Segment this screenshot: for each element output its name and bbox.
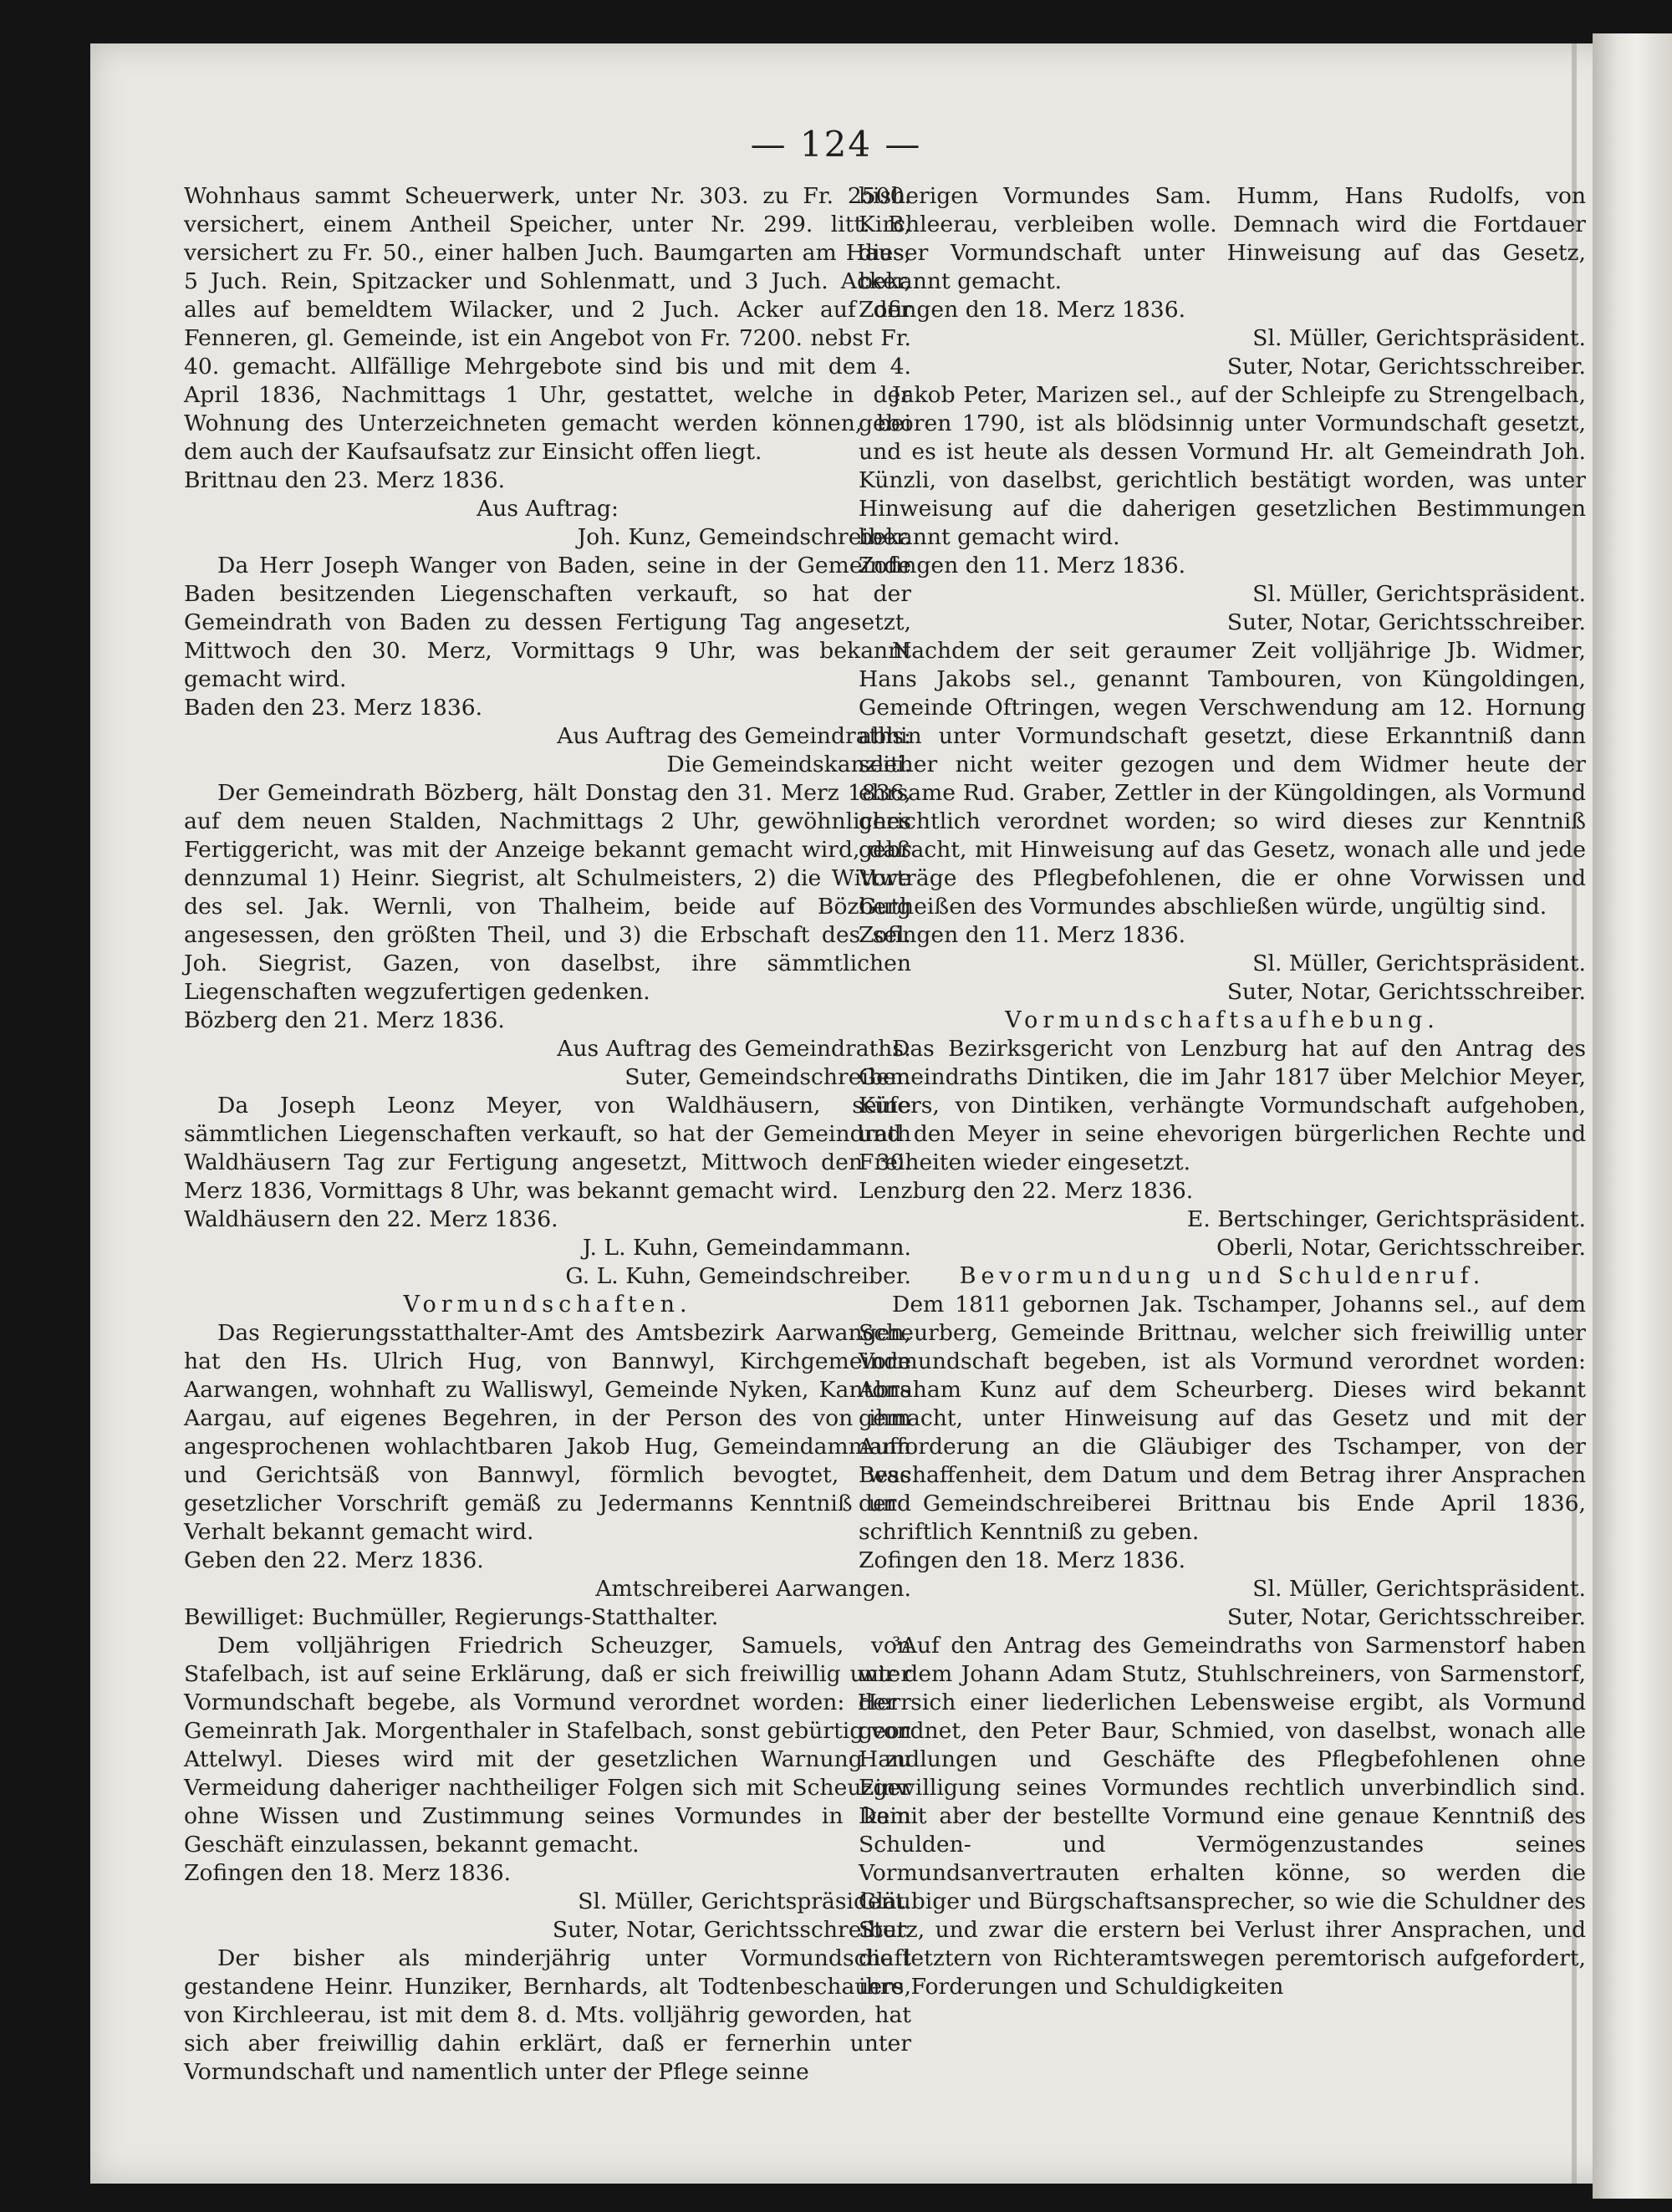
page-number: — 124 — bbox=[750, 124, 922, 165]
place-date-line: Zofingen den 18. Merz 1836. bbox=[859, 297, 1186, 323]
place-date-line: Zofingen den 18. Merz 1836. bbox=[184, 1860, 512, 1886]
right-column bbox=[859, 182, 1586, 2001]
signature-line: Sl. Müller, Gerichtspräsident. bbox=[1252, 325, 1586, 351]
paragraph: Da Joseph Leonz Meyer, von Waldhäusern, seine sämmtlichen Liegenschaften verkauft, so hat der Gemeindrath Waldhäusern Tag zur Fertigung angesetzt, Mittwoch den 30. Merz 1836, Vormittags 8 Uhr, was bekannt gemacht wird. bbox=[184, 1093, 911, 1204]
signature-line: Suter, Notar, Gerichtsschreiber. bbox=[1226, 354, 1586, 380]
place-date-line: Brittnau den 23. Merz 1836. bbox=[184, 467, 506, 493]
next-page-edge bbox=[1593, 33, 1672, 2199]
signature-line: G. L. Kuhn, Gemeindschreiber. bbox=[565, 1263, 911, 1289]
place-date-line: Baden den 23. Merz 1836. bbox=[184, 695, 483, 721]
signature-line: Oberli, Notar, Gerichtsschreiber. bbox=[1216, 1235, 1586, 1261]
section-heading: Bevormundung und Schuldenruf. bbox=[959, 1263, 1486, 1289]
place-date-line: Zofingen den 18. Merz 1836. bbox=[859, 1547, 1186, 1573]
signature-line: Suter, Notar, Gerichtsschreiber. bbox=[552, 1917, 911, 1943]
place-date-line: Geben den 22. Merz 1836. bbox=[184, 1547, 484, 1573]
place-date-line: Waldhäusern den 22. Merz 1836. bbox=[184, 1206, 558, 1232]
paragraph: Das Regierungsstatthalter-Amt des Amtsbezirk Aarwangen, hat den Hs. Ulrich Hug, von Bannwyl, Kirchgemeinde Aarwangen, wohnhaft zu Walliswyl, Gemeinde Nyken, Kantons Aargau, auf eigenes Begehren, in der Person des von ihm angesprochenen wohlachtbaren Jakob Hug, Gemeindammann und Gerichtsäß von Bannwyl, förmlich bevogtet, was gesetzlicher Vorschrift gemäß zu Jedermanns Kenntniß und Verhalt bekannt gemacht wird. bbox=[184, 1320, 911, 1545]
paragraph: bisherigen Vormundes Sam. Humm, Hans Rudolfs, von Kirchleerau, verbleiben wolle. Demnach wird die Fortdauer dieser Vormundschaft unter Hinweisung auf das Gesetz, bekannt gemacht. bbox=[859, 183, 1586, 294]
signature-line: Suter, Notar, Gerichtsschreiber. bbox=[1226, 609, 1586, 635]
signature-line: Die Gemeindskanzlei. bbox=[666, 752, 911, 777]
place-date-line: Lenzburg den 22. Merz 1836. bbox=[859, 1178, 1194, 1204]
paragraph: Dem 1811 gebornen Jak. Tschamper, Johanns sel., auf dem Scheurberg, Gemeinde Brittnau, welcher sich freiwillig unter Vormundschaft begeben, ist als Vormund verordnet worden: Abraham Kunz auf dem Scheurberg. Dieses wird bekannt gemacht, unter Hinweisung auf das Gesetz und mit der Aufforderung an die Gläubiger des Tschamper, von der Beschaffenheit, dem Datum und dem Betrag ihrer Ansprachen der Gemeindschreiberei Brittnau bis Ende April 1836, schriftlich Kenntniß zu geben. bbox=[859, 1292, 1586, 1545]
section-heading: Vormundschaftsaufhebung. bbox=[1005, 1007, 1440, 1033]
paragraph: Der bisher als minderjährig unter Vormundschaft gestandene Heinr. Hunziker, Bernhards, alt Todtenbeschauers, von Kirchleerau, ist mit dem 8. d. Mts. volljährig geworden, hat sich aber freiwillig dahin erklärt, daß er fernerhin unter Vormundschaft und namentlich unter der Pflege seinne bbox=[184, 1945, 911, 2085]
signature-line: E. Bertschinger, Gerichtspräsident. bbox=[1186, 1206, 1586, 1232]
signature-line: Sl. Müller, Gerichtspräsident. bbox=[1252, 1576, 1586, 1602]
signature-line: Suter, Notar, Gerichtsschreiber. bbox=[1226, 1604, 1586, 1630]
section-heading: Vormundschaften. bbox=[403, 1292, 692, 1318]
signature-line: Sl. Müller, Gerichtspräsident. bbox=[1252, 581, 1586, 607]
signature-line: J. L. Kuhn, Gemeindammann. bbox=[582, 1235, 911, 1261]
commission-line: Aus Auftrag: bbox=[477, 496, 619, 522]
left-column bbox=[184, 182, 911, 2087]
signature-line: Aus Auftrag des Gemeindraths: bbox=[557, 1036, 911, 1062]
place-date-line: Zofingen den 11. Merz 1836. bbox=[859, 553, 1186, 578]
place-date-line: Zofingen den 11. Merz 1836. bbox=[859, 922, 1186, 948]
signature-line: Suter, Notar, Gerichtsschreiber. bbox=[1226, 979, 1586, 1005]
place-date-line: Bewilliget: Buchmüller, Regierungs-Statthalter. bbox=[184, 1604, 719, 1630]
paragraph: Dem volljährigen Friedrich Scheuzger, Samuels, von Stafelbach, ist auf seine Erklärung, daß er sich freiwillig unter Vormundschaft begebe, als Vormund verordnet worden: Herr Gemeinrath Jak. Morgenthaler in Stafelbach, sonst gebürtig von Attelwyl. Dieses wird mit der gesetzlichen Warnung zu Vermeidung daheriger nachtheiliger Folgen sich mit Scheuzger ohne Wissen und Zustimmung seines Vormundes in kein Geschäft einzulassen, bekannt gemacht. bbox=[184, 1633, 911, 1858]
paragraph: ³Auf den Antrag des Gemeindraths von Sarmenstorf haben wir dem Johann Adam Stutz, Stuhlschreiners, von Sarmenstorf, der sich einer liederlichen Lebensweise ergibt, als Vormund geordnet, den Peter Baur, Schmied, von daselbst, wonach alle Handlungen und Geschäfte des Pflegbefohlenen ohne Einwilligung seines Vormundes rechtlich unverbindlich sind. Damit aber der bestellte Vormund eine genaue Kenntniß des Schulden- und Vermögenzustandes seines Vormundsanvertrauten erhalten könne, so werden die Gläubiger und Bürgschaftsansprecher, so wie die Schuldner des Stutz, und zwar die erstern bei Verlust ihrer Ansprachen, und die letztern von Richteramtswegen peremtorisch aufgefordert, ihre Forderungen und Schuldigkeiten bbox=[859, 1633, 1586, 2000]
signature-line: Sl. Müller, Gerichtspräsident. bbox=[578, 1888, 911, 1914]
paragraph: Das Bezirksgericht von Lenzburg hat auf den Antrag des Gemeindraths Dintiken, die im Jahr 1817 über Melchior Meyer, Küfers, von Dintiken, verhängte Vormundschaft aufgehoben, und den Meyer in seine ehevorigen bürgerlichen Rechte und Freiheiten wieder eingesetzt. bbox=[859, 1036, 1586, 1175]
signature-line: Joh. Kunz, Gemeindschreiber. bbox=[577, 524, 911, 550]
paragraph: Jakob Peter, Marizen sel., auf der Schleipfe zu Strengelbach, geboren 1790, ist als blödsinnig unter Vormundschaft gesetzt, und es ist heute als dessen Vormund Hr. alt Gemeindrath Joh. Künzli, von daselbst, gerichtlich bestätigt worden, was unter Hinweisung auf die daherigen gesetzlichen Bestimmungen bekannt gemacht wird. bbox=[859, 382, 1586, 550]
place-date-line: Bözberg den 21. Merz 1836. bbox=[184, 1007, 505, 1033]
signature-line: Aus Auftrag des Gemeindraths: bbox=[557, 723, 911, 749]
paragraph: Nachdem der seit geraumer Zeit volljährige Jb. Widmer, Hans Jakobs sel., genannt Tambouren, von Küngoldingen, Gemeinde Oftringen, wegen Verschwendung am 12. Hornung abhin unter Vormundschaft gesetzt, diese Erkanntniß dann seither nicht weiter gezogen und dem Widmer heute der ehrsame Rud. Graber, Zettler in der Küngoldingen, als Vormund gerichtlich verordnet worden; so wird dieses zur Kenntniß gebracht, mit Hinweisung auf das Gesetz, wonach alle und jede Vorträge des Pflegbefohlenen, die er ohne Vorwissen und Gutheißen des Vormundes abschließen würde, ungültig sind. bbox=[859, 638, 1586, 920]
paragraph: Der Gemeindrath Bözberg, hält Donstag den 31. Merz 1836, auf dem neuen Stalden, Nachmittags 2 Uhr, gewöhnliches Fertiggericht, was mit der Anzeige bekannt gemacht wird, daß dennzumal 1) Heinr. Siegrist, alt Schulmeisters, 2) die Wittwe des sel. Jak. Wernli, von Thalheim, beide auf Bözberg angesessen, den größten Theil, und 3) die Erbschaft des sel. Joh. Siegrist, Gazen, von daselbst, ihre sämmtlichen Liegenschaften wegzufertigen gedenken. bbox=[184, 780, 911, 1005]
signature-line: Amtschreiberei Aarwangen. bbox=[595, 1576, 911, 1602]
signature-line: Suter, Gemeindschreiber. bbox=[624, 1064, 911, 1090]
signature-line: Sl. Müller, Gerichtspräsident. bbox=[1252, 951, 1586, 976]
paragraph: Wohnhaus sammt Scheuerwerk, unter Nr. 303. zu Fr. 2500. versichert, einem Antheil Speicher, unter Nr. 299. litt. B, versichert zu Fr. 50., einer halben Juch. Baumgarten am Haus, 5 Juch. Rein, Spitzacker und Sohlenmatt, und 3 Juch. Acker, alles auf bemeldtem Wilacker, und 2 Juch. Acker auf der Fenneren, gl. Gemeinde, ist ein Angebot von Fr. 7200. nebst Fr. 40. gemacht. Allfällige Mehrgebote sind bis und mit dem 4. April 1836, Nachmittags 1 Uhr, gestattet, welche in der Wohnung des Unterzeichneten gemacht werden können, bei dem auch der Kaufsaufsatz zur Einsicht offen liegt. bbox=[184, 183, 911, 465]
paragraph: Da Herr Joseph Wanger von Baden, seine in der Gemeinde Baden besitzenden Liegenschaften verkauft, so hat der Gemeindrath von Baden zu dessen Fertigung Tag angesetzt, Mittwoch den 30. Merz, Vormittags 9 Uhr, was bekannt gemacht wird. bbox=[184, 553, 911, 692]
